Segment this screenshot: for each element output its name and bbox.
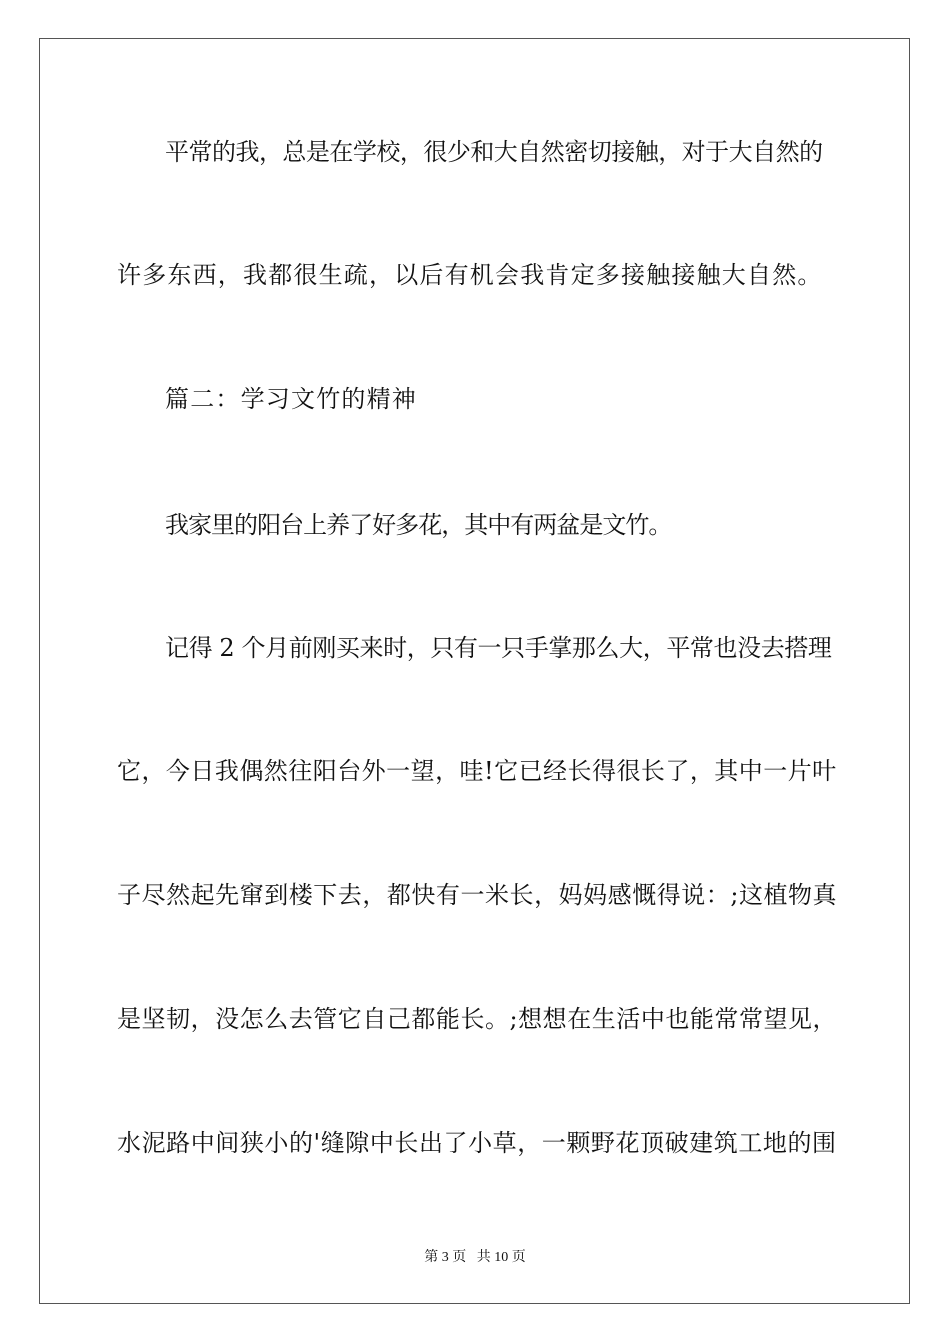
paragraph-line-3: 我家里的阳台上养了好多花，其中有两盆是文竹。 [165,511,672,539]
paragraph-line-7: 是坚韧，没怎么去管它自己都能长。;想想在生活中也能常常望见， [117,1005,838,1033]
section-heading: 篇二：学习文竹的精神 [165,385,417,413]
paragraph-line-5: 它，今日我偶然往阳台外一望，哇!它已经长得很长了，其中一片叶 [117,757,837,785]
paragraph-line-4: 记得 2 个月前刚买来时，只有一只手掌那么大，平常也没去搭理 [165,634,832,662]
paragraph-line-1: 平常的我，总是在学校，很少和大自然密切接触，对于大自然的 [165,138,823,166]
page-border [39,38,910,1304]
paragraph-line-8: 水泥路中间狭小的'缝隙中长出了小草，一颗野花顶破建筑工地的围 [117,1129,837,1157]
paragraph-line-6: 子尽然起先窜到楼下去，都快有一米长，妈妈感慨得说：;这植物真 [117,881,838,909]
page-footer: 第 3 页 共 10 页 [424,1250,526,1265]
paragraph-line-2: 许多东西，我都很生疏，以后有机会我肯定多接触接触大自然。 [117,261,823,289]
